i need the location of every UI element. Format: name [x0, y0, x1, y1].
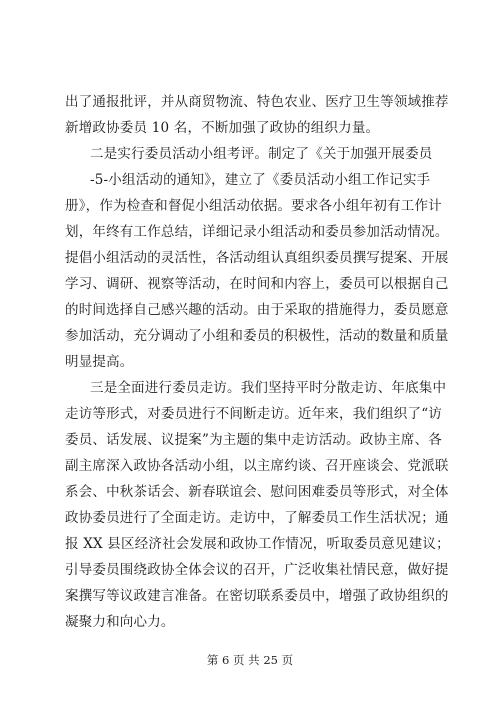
body-text-line: -5-小组活动的通知》，建立了《委员活动小组工作记实手 — [90, 172, 431, 188]
body-text-line: 划，年终有工作总结，详细记录小组活动和委员参加活动情况。 — [65, 224, 449, 240]
body-text-line: 学习、调研、视察等活动，在时间和内容上，委员可以根据自己 — [65, 276, 449, 292]
body-text-line: 报 XX 县区经济社会发展和政协工作情况，听取委员意见建议； — [65, 536, 450, 552]
body-text-line: 二是实行委员活动小组考评。制定了《关于加强开展委员 — [90, 146, 433, 162]
body-text-line: 参加活动，充分调动了小组和委员的积极性，活动的数量和质量 — [65, 328, 449, 344]
body-text-line: 的时间选择自己感兴趣的活动。由于采取的措施得力，委员愿意 — [65, 302, 449, 318]
body-text-line: 明显提高。 — [65, 354, 134, 370]
body-text-line: 走访等形式，对委员进行不间断走访。近年来，我们组织了“访 — [65, 406, 443, 422]
body-text-line: 政协委员进行了全面走访。走访中，了解委员工作生活状况；通 — [65, 510, 449, 526]
page-footer: 第 6 页 共 25 页 — [206, 653, 294, 667]
body-text-line: 案撰写等议政建言准备。在密切联系委员中，增强了政协组织的 — [65, 588, 449, 604]
body-text-line: 副主席深入政协各活动小组，以主席约谈、召开座谈会、党派联 — [65, 458, 449, 474]
body-text-line: 提倡小组活动的灵活性，各活动组认真组织委员撰写提案、开展 — [65, 250, 449, 266]
body-text-line: 三是全面进行委员走访。我们坚持平时分散走访、年底集中 — [90, 380, 447, 396]
body-text-line: 引导委员围绕政协全体会议的召开，广泛收集社情民意，做好提 — [65, 562, 449, 578]
body-text-line: 出了通报批评，并从商贸物流、特色农业、医疗卫生等领域推荐 — [65, 94, 449, 110]
body-text-line: 新增政协委员 10 名，不断加强了政协的组织力量。 — [65, 120, 380, 136]
body-text-line: 册》，作为检查和督促小组活动依据。要求各小组年初有工作计 — [65, 198, 442, 214]
body-text-line: 委员、话发展、议提案”为主题的集中走访活动。政协主席、各 — [65, 432, 443, 448]
body-text-line: 凝聚力和向心力。 — [65, 614, 175, 630]
body-text-line: 系会、中秋茶话会、新春联谊会、慰问困难委员等形式，对全体 — [65, 484, 449, 500]
